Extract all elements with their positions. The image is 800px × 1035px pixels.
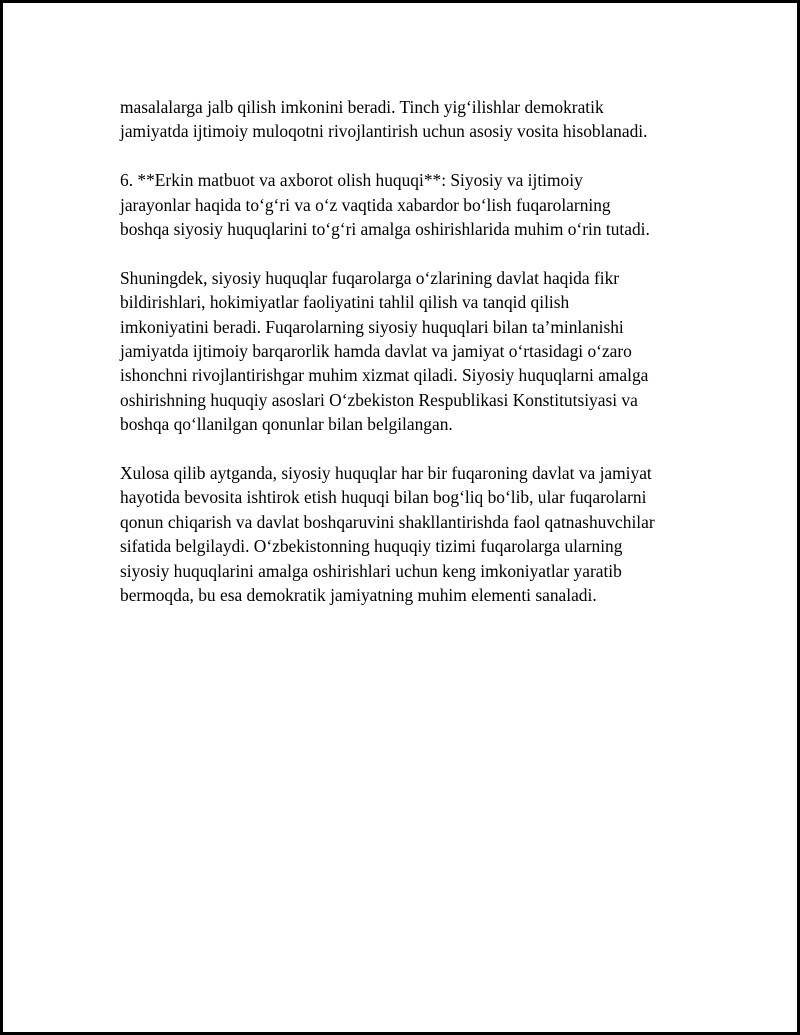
paragraph-political-rights — [120, 266, 700, 437]
text-line: Xulosa qilib aytganda, siyosiy huquqlar har bir fuqaroning davlat va jamiyat — [120, 463, 652, 484]
text-line: oshirishning huquqiy asoslari O‘zbekiston Respublikasi Konstitutsiyasi va — [120, 389, 638, 410]
text-line: 6. **Erkin matbuot va axborot olish huquqi**: Siyosiy va ijtimoiy — [120, 170, 583, 191]
text-line: sifatida belgilaydi. O‘zbekistonning huquqiy tizimi fuqarolarga ularning — [120, 536, 623, 557]
text-line: jamiyatda ijtimoiy muloqotni rivojlantirish uchun asosiy vosita hisoblanadi. — [120, 121, 648, 142]
text-line: bermoqda, bu esa demokratik jamiyatning muhim elementi sanaladi. — [120, 585, 597, 606]
text-line: masalalarga jalb qilish imkonini beradi. Tinch yig‘ilishlar demokratik — [120, 97, 604, 117]
text-line: qonun chiqarish va davlat boshqaruvini shakllantirishda faol qatnashuvchilar — [120, 511, 655, 532]
paragraph-free-press — [120, 168, 700, 241]
paragraph-conclusion — [120, 461, 700, 607]
text-line: hayotida bevosita ishtirok etish huquqi bilan bog‘liq bo‘lib, ular fuqarolarni — [120, 487, 647, 508]
text-line: boshqa siyosiy huquqlarini to‘g‘ri amalga oshirishlarida muhim o‘rin tutadi. — [120, 219, 650, 240]
text-line: bildirishlari, hokimiyatlar faoliyatini tahlil qilish va tanqid qilish — [120, 292, 570, 313]
text-line: jarayonlar haqida to‘g‘ri va o‘z vaqtida xabardor bo‘lish fuqarolarning — [120, 194, 611, 215]
text-line: jamiyatda ijtimoiy barqarorlik hamda davlat va jamiyat o‘rtasidagi o‘zaro — [120, 341, 632, 362]
text-line: Shuningdek, siyosiy huquqlar fuqarolarga o‘zlarining davlat haqida fikr — [120, 267, 620, 288]
text-line: boshqa qo‘llanilgan qonunlar bilan belgilangan. — [120, 414, 453, 435]
text-line: imkoniyatini beradi. Fuqarolarning siyosiy huquqlari bilan ta’minlanishi — [120, 316, 624, 337]
document-body — [120, 95, 700, 632]
text-line: siyosiy huquqlarini amalga oshirishlari uchun keng imkoniyatlar yaratib — [120, 560, 622, 581]
paragraph-peaceful-assembly — [120, 95, 700, 144]
text-line: ishonchni rivojlantirishgar muhim xizmat qiladi. Siyosiy huquqlarni amalga — [120, 365, 649, 386]
